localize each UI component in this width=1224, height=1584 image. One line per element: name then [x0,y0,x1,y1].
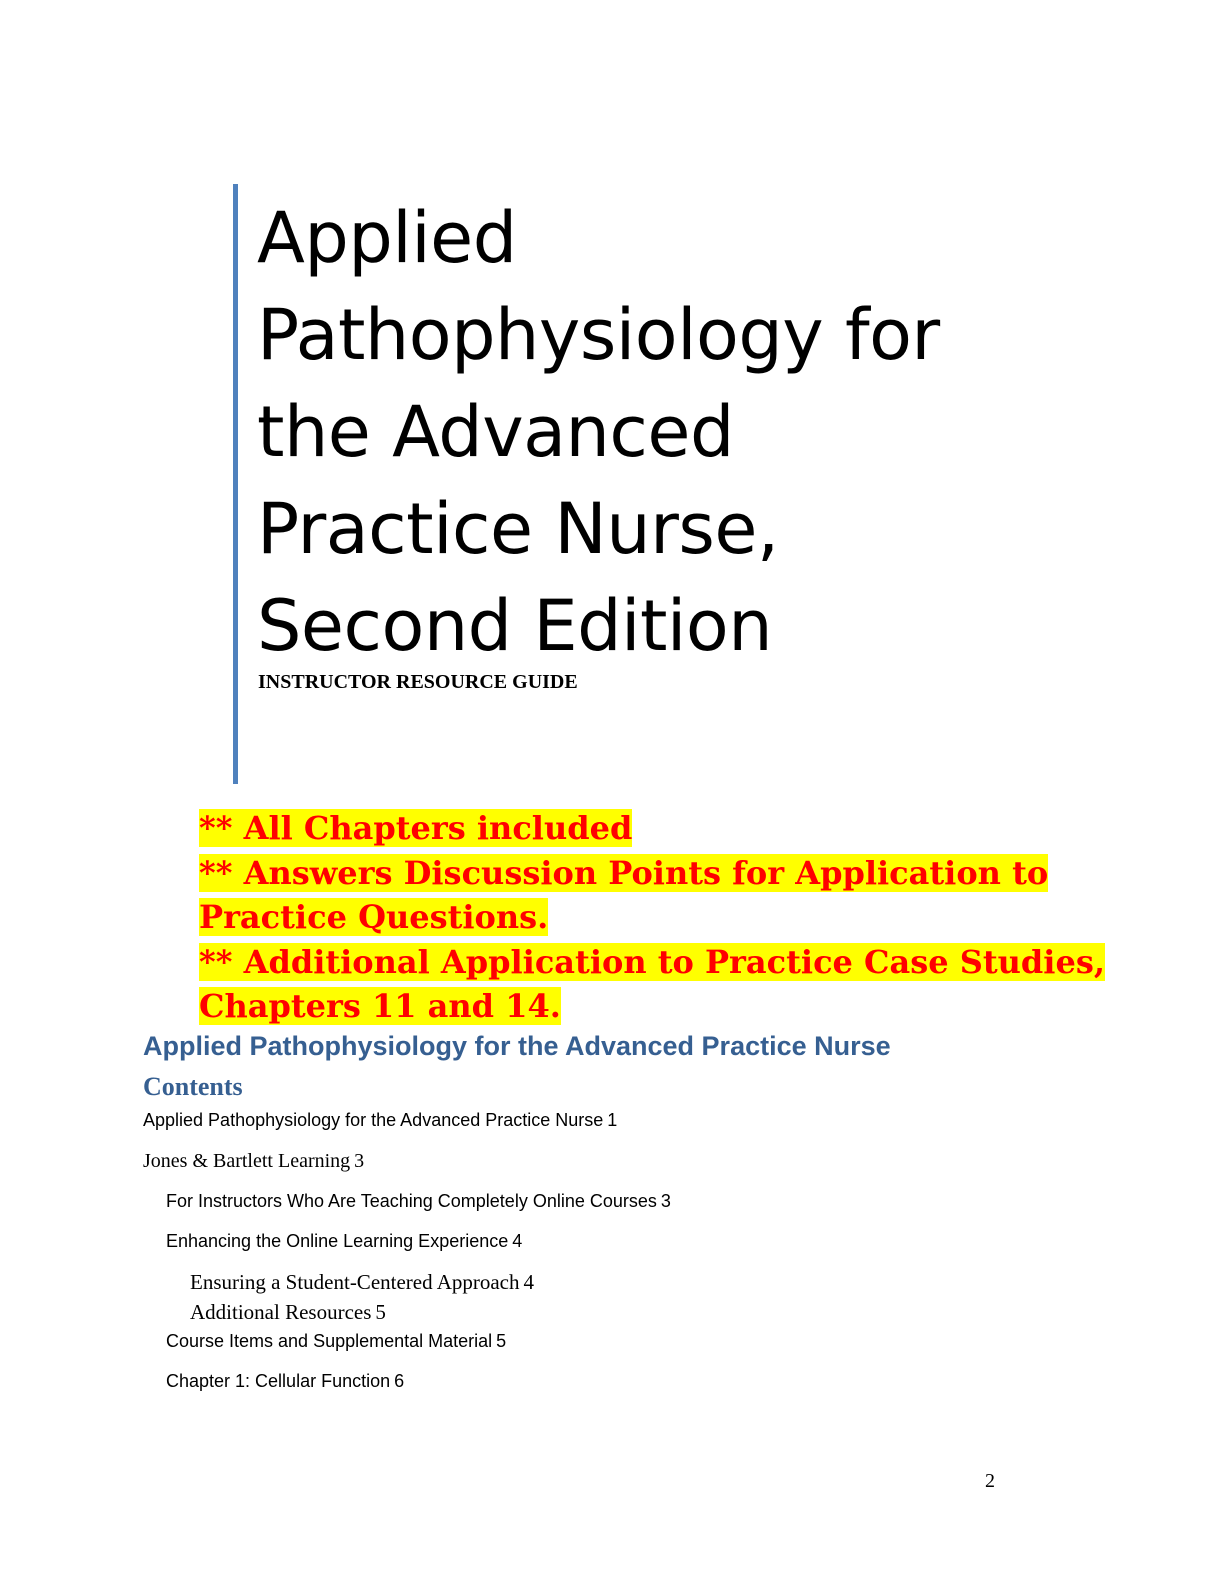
title-line: Second Edition [257,585,773,667]
toc-entry-label: Applied Pathophysiology for the Advanced Practice Nurse [143,1110,604,1130]
note-line: Practice Questions. [199,898,549,936]
note-line: ** Answers Discussion Points for Application to [199,853,1049,892]
toc-entry-label: Enhancing the Online Learning Experience [166,1231,509,1251]
toc-entry-label: Additional Resources [190,1300,372,1324]
toc-entry-label: Chapter 1: Cellular Function [166,1371,391,1391]
title-accent-bar [233,184,238,784]
toc-entry-label: For Instructors Who Are Teaching Completely Online Courses [166,1191,657,1211]
section-heading: Applied Pathophysiology for the Advanced Practice Nurse [143,1031,891,1061]
highlighted-notes [199,806,1105,1029]
toc-entry-label: Ensuring a Student-Centered Approach [190,1270,520,1294]
contents-heading: Contents [143,1072,243,1101]
note-line: ** Additional Application to Practice Case Studies, [199,942,1105,981]
toc-entry-page: 5 [496,1331,507,1351]
title-line: Practice Nurse, [257,488,779,570]
toc-entry-page: 3 [660,1191,671,1211]
toc-entry-page: 5 [375,1300,386,1324]
toc-entry-page: 4 [512,1231,523,1251]
page-number: 2 [985,1470,995,1492]
title-line: Applied [257,197,517,279]
toc-entry-page: 1 [607,1110,618,1130]
title-line: the Advanced [257,391,734,473]
title-line: Pathophysiology for [257,294,940,376]
toc-entry-page: 6 [394,1371,405,1391]
document-title [257,190,1017,675]
toc-entry-label: Course Items and Supplemental Material [166,1331,493,1351]
toc-entry-page: 3 [354,1150,365,1172]
note-line: ** All Chapters included [199,809,633,847]
document-subtitle: INSTRUCTOR RESOURCE GUIDE [258,671,578,693]
toc-entry-page: 4 [523,1270,534,1294]
toc-entry-label: Jones & Bartlett Learning [143,1150,351,1172]
note-line: Chapters 11 and 14. [199,987,561,1025]
